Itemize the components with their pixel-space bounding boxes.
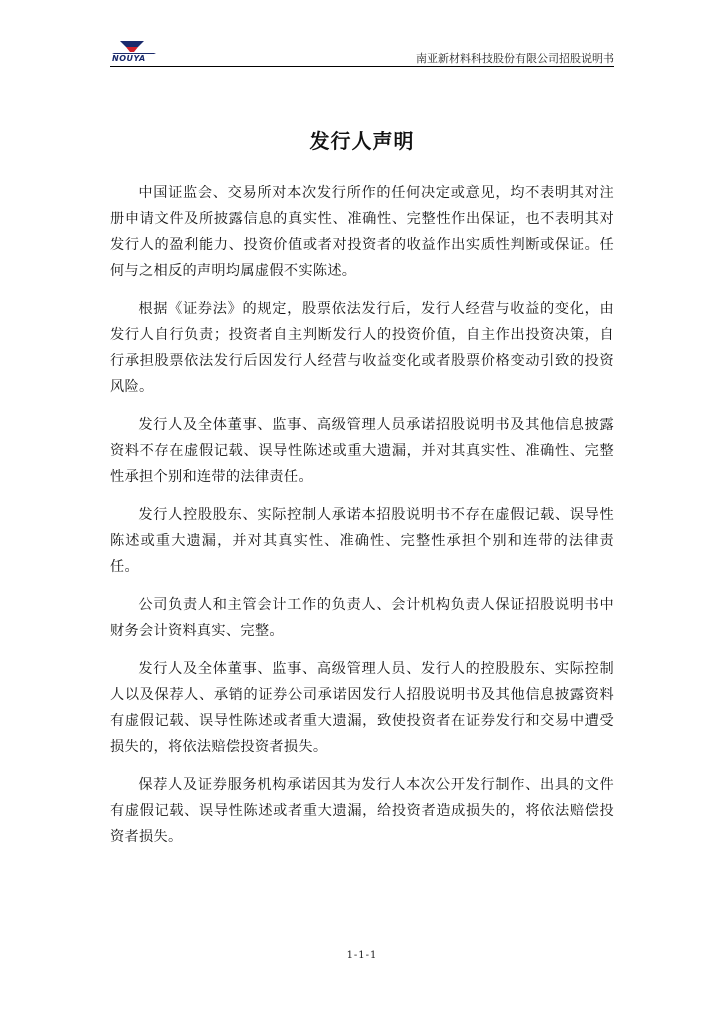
paragraph: 公司负责人和主管会计工作的负责人、会计机构负责人保证招股说明书中财务会计资料真实、完整。 [110,597,614,639]
page-title: 发行人声明 [309,129,415,153]
paragraph: 中国证监会、交易所对本次发行所作的任何决定或意见，均不表明其对注册申请文件及所披露信息的真实性、准确性、完整性作出保证，也不表明其对发行人的盈利能力、投资价值或者对投资者的收益作出实质性判断或保证。任何与之相反的声明均属虚假不实陈述。 [110,185,614,279]
paragraph: 发行人及全体董事、监事、高级管理人员承诺招股说明书及其他信息披露资料不存在虚假记载、误导性陈述或重大遗漏，并对其真实性、准确性、完整性承担个别和连带的法律责任。 [110,417,614,485]
header-title: 南亚新材料科技股份有限公司招股说明书 [416,52,614,65]
page-header [110,40,614,66]
header-divider [110,66,614,67]
paragraph: 保荐人及证券服务机构承诺因其为发行人本次公开发行制作、出具的文件有虚假记载、误导性陈述或者重大遗漏，给投资者造成损失的，将依法赔偿投资者损失。 [110,777,614,845]
document-body [110,180,614,862]
logo-mark-icon [110,40,158,54]
company-logo [110,40,158,66]
page-number: 1-1-1 [346,950,378,961]
paragraph: 发行人控股股东、实际控制人承诺本招股说明书不存在虚假记载、误导性陈述或重大遗漏，并对其真实性、准确性、完整性承担个别和连带的法律责任。 [110,507,614,575]
logo-text: NOUYA [112,54,146,63]
paragraph: 发行人及全体董事、监事、高级管理人员、发行人的控股股东、实际控制人以及保荐人、承销的证券公司承诺因发行人招股说明书及其他信息披露资料有虚假记载、误导性陈述或者重大遗漏，致使投资者在证券发行和交易中遭受损失的，将依法赔偿投资者损失。 [110,661,614,755]
paragraph: 根据《证券法》的规定，股票依法发行后，发行人经营与收益的变化，由发行人自行负责；投资者自主判断发行人的投资价值，自主作出投资决策，自行承担股票依法发行后因发行人经营与收益变化或者股票价格变动引致的投资风险。 [110,301,614,395]
